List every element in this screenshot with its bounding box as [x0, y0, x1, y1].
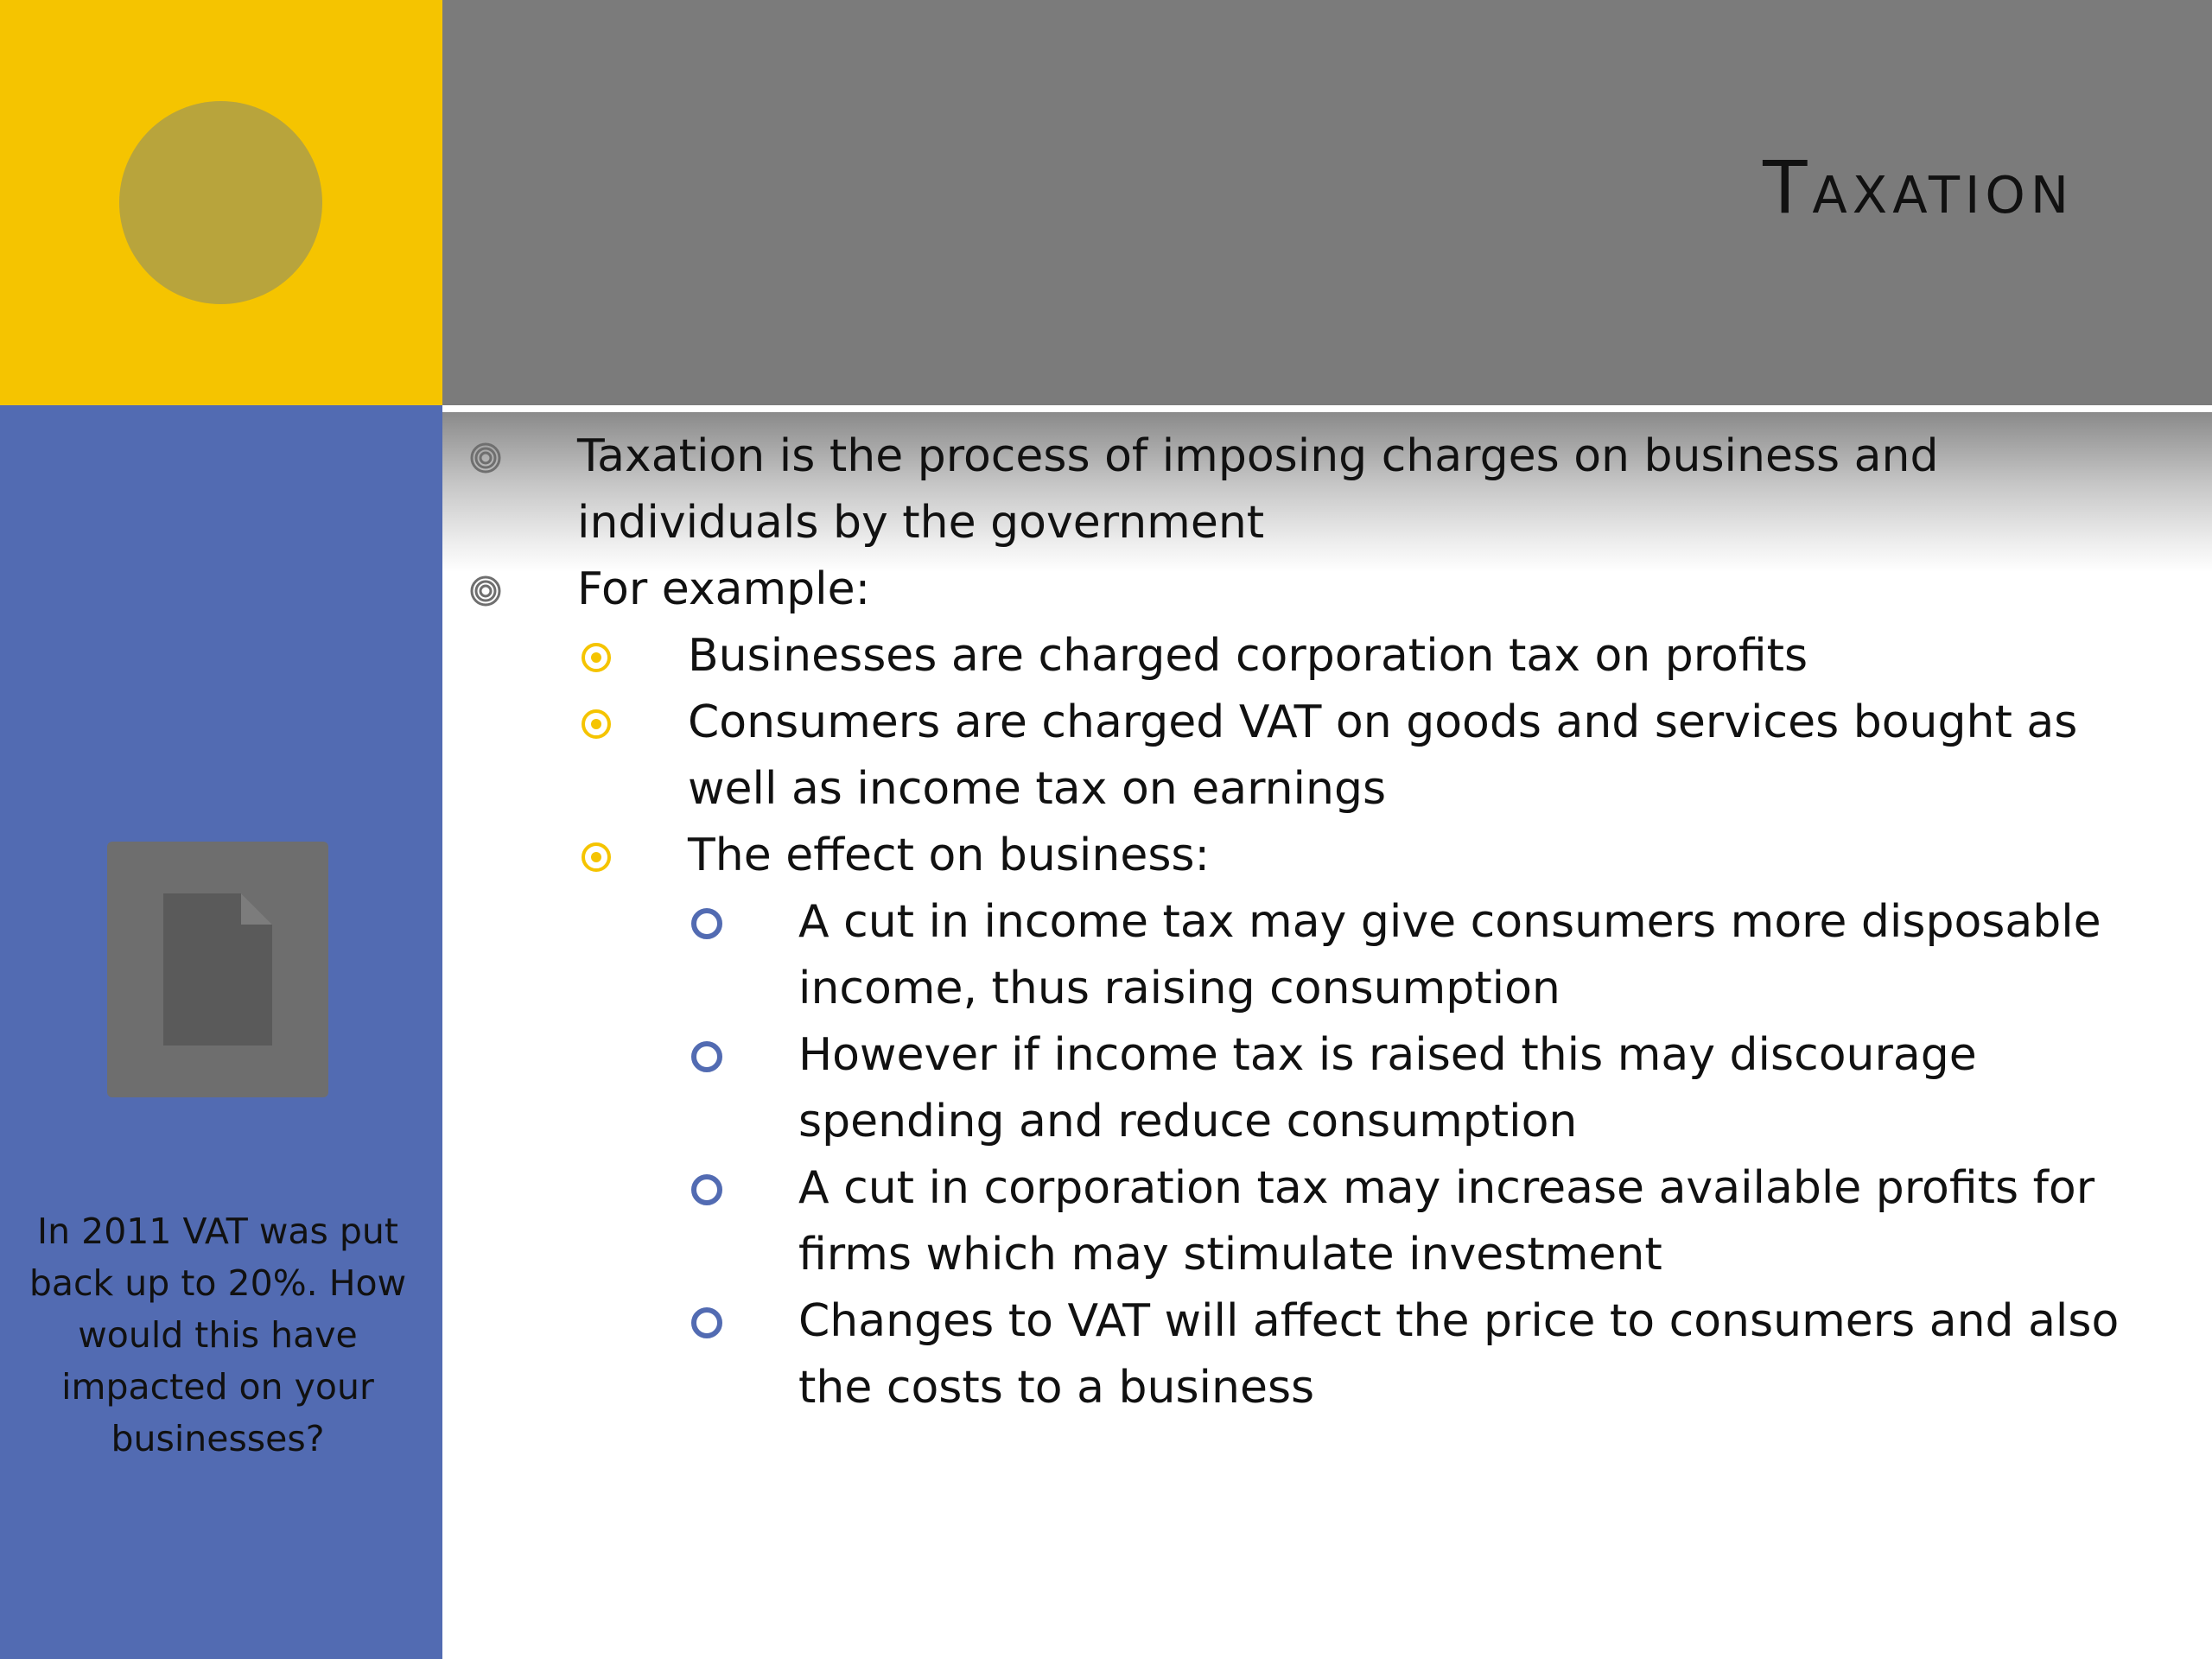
- ring-bullet-icon: [690, 1306, 724, 1340]
- header-divider: [442, 405, 2212, 412]
- bullet-item-level-3: [442, 1022, 2171, 1155]
- dot-ring-bullet-icon: [579, 640, 613, 675]
- ring-bullet-icon: [690, 1173, 724, 1207]
- bullet-list: [442, 423, 2171, 1421]
- bullet-item-level-3: [442, 1155, 2171, 1288]
- bullet-text: A cut in corporation tax may increase available profits for firms which may stimulate investment: [798, 1162, 2095, 1281]
- decorative-circle: [119, 101, 322, 304]
- dot-ring-bullet-icon: [579, 707, 613, 741]
- dot-ring-bullet-icon: [579, 840, 613, 874]
- ring-bullet-icon: [690, 906, 724, 941]
- bullet-item-level-1: [442, 423, 2171, 556]
- bullet-text: A cut in income tax may give consumers more disposable income, thus raising consumption: [798, 896, 2101, 1014]
- bullet-text: The effect on business:: [688, 830, 1211, 881]
- bullet-item-level-2: [442, 823, 2171, 889]
- bullet-text: Taxation is the process of imposing charges on business and individuals by the government: [577, 430, 1939, 549]
- target-bullet-icon: [468, 574, 503, 608]
- bullet-item-level-3: [442, 1288, 2171, 1421]
- slide-title: Taxation: [1763, 145, 2074, 230]
- bullet-text: However if income tax is raised this may discourage spending and reduce consumption: [798, 1029, 1977, 1147]
- image-placeholder: [107, 842, 328, 1097]
- bullet-item-level-3: [442, 889, 2171, 1022]
- bullet-item-level-2: [442, 690, 2171, 823]
- ring-bullet-icon: [690, 1039, 724, 1074]
- bullet-item-level-1: [442, 556, 2171, 623]
- bullet-text: Consumers are charged VAT on goods and services bought as well as income tax on earnings: [688, 696, 2078, 815]
- sidebar-note: In 2011 VAT was put back up to 20%. How would this have impacted on your businesses?: [29, 1211, 407, 1459]
- bullet-item-level-2: [442, 623, 2171, 690]
- bullet-text: Businesses are charged corporation tax on profits: [688, 630, 1808, 682]
- bullet-text: Changes to VAT will affect the price to consumers and also the costs to a business: [798, 1295, 2120, 1414]
- document-icon: [163, 893, 272, 1046]
- bullet-text: For example:: [577, 563, 871, 615]
- target-bullet-icon: [468, 441, 503, 475]
